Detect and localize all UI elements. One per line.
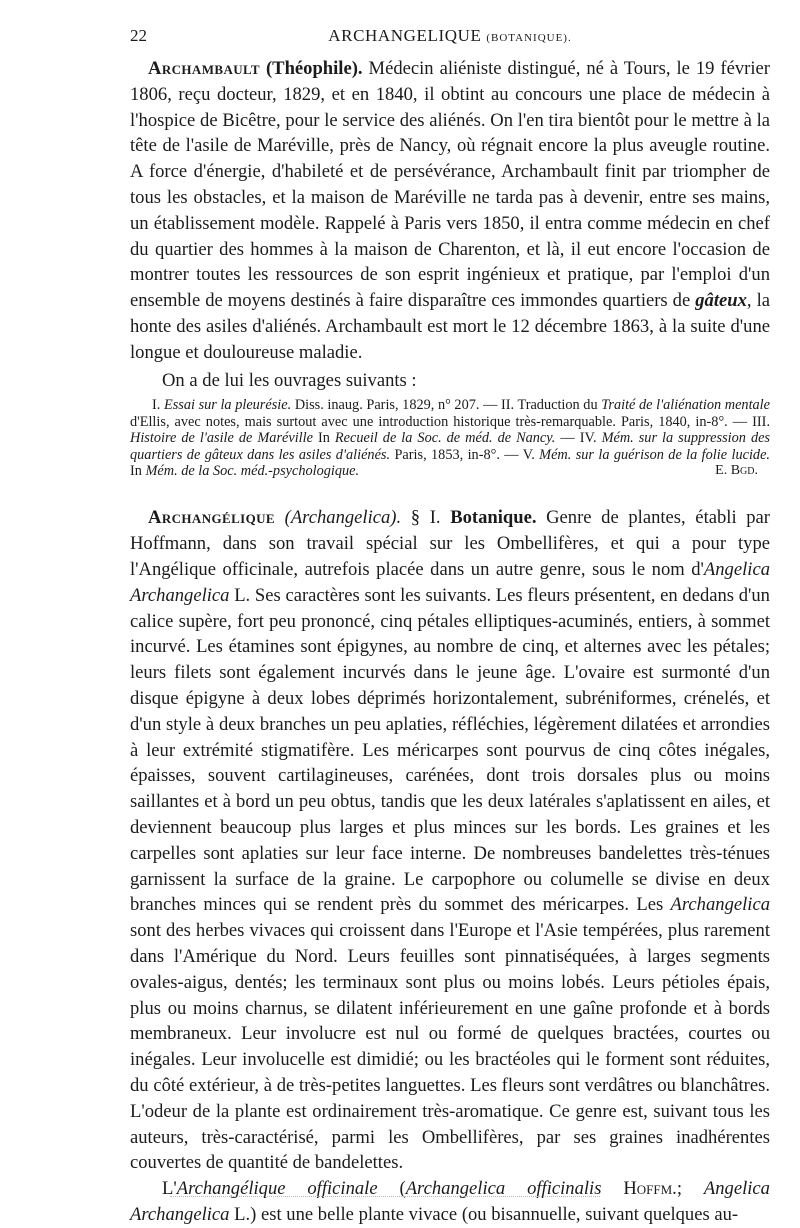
entry-text: sont des herbes vivaces qui croissent dans l'Europe et l'Asie tempérées, plus rarement dans l'Amérique du Nord. Leurs feuilles sont pinnatiséquées, à larges segments ovales-aigus, dentés; les terminaux sont plus ou moins lobés. Leurs pétioles épais, plus ou moins charnus, se dilatent inférieurement en une gaîne profonde et à bords membraneux. Leur involucre est nul ou formé de quelques bractées, courtes ou inégales. Leur involucelle est dimidié; ou les bractéoles qui le forment sont réduites, du côté extérieur, à de très-petites languettes. Les fleurs sont verdâtres ou blanchâtres. L'odeur de la plante est ordinairement très-aromatique. Ce genre est, suivant tous les auteurs, très-caractérisé, parmi les Ombellifères, par ses graines inadhérentes couvertes de quantité de bandelettes. xyxy=(130,920,770,1174)
section-title: Botanique. xyxy=(450,507,537,529)
entry-archambault xyxy=(130,56,770,366)
entry-paragraph-officinale: L'Archangélique officinale (Archangelica officinalis Hoffm.; Angelica Archangelica L.) est une belle plante vivace (ou bisannuelle, suivant quelques au- xyxy=(130,1178,770,1225)
biblio-item: IV. Mém. sur la suppression des quartiers de gâteux dans les asiles d'aliénés. Paris, 1853, in-8°. — xyxy=(130,430,770,463)
emphasis-gateux: gâteux xyxy=(695,290,747,312)
bottom-dotted-rule xyxy=(170,1196,600,1197)
biblio-item: III. Histoire de l'asile de Maréville In Recueil de la Soc. de méd. de Nancy. — xyxy=(130,413,771,447)
entry-headword: Archangélique xyxy=(148,507,275,529)
entry-latin: (Archangelica). xyxy=(284,507,402,529)
section-mark: § I. xyxy=(410,507,441,529)
entry-given-name: (Théophile). xyxy=(265,58,363,79)
entry-author: E. Bgd. xyxy=(715,463,758,479)
species-name: Angelica Archangelica xyxy=(130,558,770,606)
running-title-sub: (BOTANIQUE). xyxy=(486,32,572,44)
species-authority: Hoffm. xyxy=(623,1178,677,1200)
entry-archangelique xyxy=(130,505,770,1176)
biblio-item: V. Mém. sur la guérison de la folie lucide. In Mém. de la Soc. méd.-psychologique. xyxy=(130,446,770,479)
entry-text: Ses caractères sont les suivants. Les fleurs présentent, en dedans d'un calice supère, fort peu prononcé, cinq pétales elliptiques-acuminés, entiers, à sommet incurvé. Les étamines sont épigynes, au nombre de cinq, et alternes avec les pétales; leurs filets sont également incurvés dans le jeune âge. L'ovaire est surmonté d'un disque épigyne à deux lobes déprimés horizontalement, subréniformes, crénelés, et d'un style à deux branches un peu aplaties, réfléchies, légèrement dilatées et arrondies à leur extrémité stigmatifère. Les méricarpes sont pourvus de cinq côtes inégales, épaisses, souvent cartilagineuses, carénées, dont trois dorsales plus ou moins saillantes et à bord un peu obtus, tandis que les deux latérales s'aplatissent en ailes, et deviennent beaucoup plus larges et plus minces sur les bords. Les graines et les carpelles sont aplaties sur leur face interne. De nombreuses bandelettes très-ténues garnissent la surface de la graine. Le carpophore ou columelle se divise en deux branches minces qui se rendent près du sommet des méricarpes. Les xyxy=(130,584,770,916)
genus-name: Archangelica xyxy=(670,894,770,916)
species-common-name: Archangélique officinale xyxy=(176,1178,378,1200)
entry-headword: Archambault xyxy=(148,58,260,79)
species-latin: Archangelica officinalis xyxy=(405,1178,602,1200)
entry-text: Médecin aliéniste distingué, né à Tours, le 19 février 1806, reçu docteur, 1829, et en 1840, il obtint au concours une place de médecin à l'hospice de Bicêtre, pour le service des aliénés. On l'en tira bientôt pour le mettre à la tête de l'asile de Maréville, près de Nancy, où régnait encore la plus aveugle routine. A force d'énergie, d'habileté et de persévérance, Archambault finit par triompher de tous les obstacles, et la maison de Maréville ne tarda pas à devenir, entre ses mains, un établissement modèle. Rappelé à Paris vers 1850, il entra comme médecin en chef du quartier des hommes à la maison de Charenton, et là, il eut encore l'occasion de montrer toutes les ressources de son esprit ingénieux et pratique, par l'emploi d'un ensemble de moyens destinés à faire disparaître ces immondes quartiers de xyxy=(130,58,770,312)
entry-text-end: , la honte des asiles d'aliénés. Archambault est mort le 12 décembre 1863, à la suite d'une longue et douloureuse maladie. xyxy=(130,290,770,363)
biblio-item: II. Traduction du Traité de l'aliénation mentale d'Ellis, avec notes, mais surtout avec une introduction historique très-remarquable. Paris, 1840, in-8°. — xyxy=(130,397,771,430)
synonym-authority: L. xyxy=(234,1203,251,1225)
running-title-main: ARCHANGELIQUE xyxy=(328,26,482,45)
species-synonym: Angelica Archangelica xyxy=(130,1178,770,1225)
biblio-item: I. Essai sur la pleurésie. Diss. inaug. Paris, 1829, n° 207. — xyxy=(152,397,498,414)
page-number: 22 xyxy=(130,26,147,45)
running-header xyxy=(130,26,770,52)
works-intro: On a de lui les ouvrages suivants : xyxy=(162,369,417,391)
species-author: L. xyxy=(234,584,251,606)
running-title xyxy=(130,26,770,46)
document-page xyxy=(130,26,770,1228)
entry-text: Genre de plantes, établi par Hoffmann, dans son travail spécial sur les Ombellifères, et qui a pour type l'Angélique officinale, autrefois placée dans un autre genre, sous le nom d' xyxy=(130,507,770,580)
